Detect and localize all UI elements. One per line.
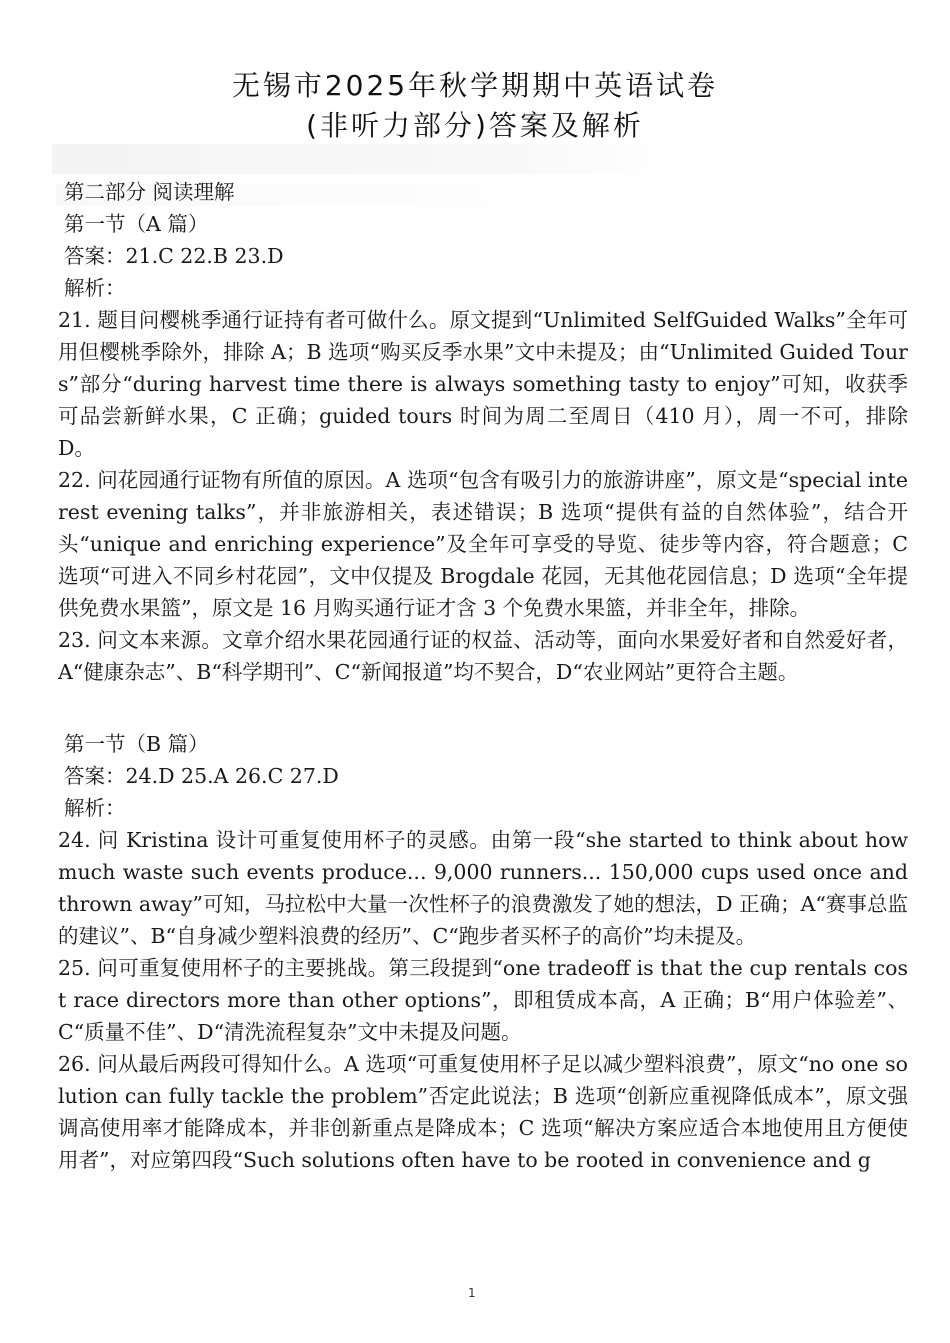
scan-shading (52, 144, 686, 174)
part-b-heading: 第一节（B 篇） (64, 732, 209, 756)
section-heading: 第二部分 阅读理解 (64, 180, 235, 204)
part-a-answers: 答案：21.C 22.B 23.D (64, 244, 284, 268)
part-a-analysis-label: 解析： (64, 276, 126, 300)
analysis-item-26: 26. 问从最后两段可得知什么。A 选项“可重复使用杯子足以减少塑料浪费”，原文“no one solution can fully tackle the problem”否定此说法；B 选项“创新应重视降低成本”，原文强调高使用率才能降成本，并非创新重点是降成本；C 选项“解决方案应适合本地使用且方便使用者”，对应第四段“Such solutions often have to be rooted in convenience and g (58, 1052, 908, 1172)
title-line-1: 无锡市2025年秋学期期中英语试卷 (231, 69, 719, 102)
part-b-analysis-label: 解析： (64, 796, 126, 820)
section-gap (58, 688, 908, 728)
analysis-item-25: 25. 问可重复使用杯子的主要挑战。第三段提到“one tradeoff is that the cup rentals cost race directors more than other options”，即租赁成本高，A 正确；B“用户体验差”、C“质量不佳”、D“清洗流程复杂”文中未提及问题。 (58, 956, 908, 1044)
analysis-item-21: 21. 题目问樱桃季通行证持有者可做什么。原文提到“Unlimited SelfGuided Walks”全年可用但樱桃季除外，排除 A；B 选项“购买反季水果”文中未提及；由“Unlimited Guided Tours”部分“during harvest time there is always something tasty to enjoy”可知，收获季可品尝新鲜水果，C 正确；guided tours 时间为周二至周日（410 月），周一不可，排除 D。 (58, 308, 908, 460)
analysis-item-22: 22. 问花园通行证物有所值的原因。A 选项“包含有吸引力的旅游讲座”，原文是“special interest evening talks”，并非旅游相关，表述错误；B 选项“提供有益的自然体验”，结合开头“unique and enriching experience”及全年可享受的导览、徒步等内容，符合题意；C 选项“可进入不同乡村花园”，文中仅提及 Brogdale 花园，无其他花园信息；D 选项“全年提供免费水果篮”，原文是 16 月购买通行证才含 3 个免费水果篮，并非全年，排除。 (58, 468, 908, 620)
document-body (58, 176, 908, 1176)
document-title (0, 66, 950, 146)
page-number: 1 (468, 1286, 476, 1300)
part-b-answers: 答案：24.D 25.A 26.C 27.D (64, 764, 339, 788)
part-a-heading: 第一节（A 篇） (64, 212, 209, 236)
title-line-2: (非听力部分)答案及解析 (306, 109, 644, 142)
analysis-item-23: 23. 问文本来源。文章介绍水果花园通行证的权益、活动等，面向水果爱好者和自然爱好者，A“健康杂志”、B“科学期刊”、C“新闻报道”均不契合，D“农业网站”更符合主题。 (58, 628, 908, 684)
analysis-item-24: 24. 问 Kristina 设计可重复使用杯子的灵感。由第一段“she started to think about how much waste such events produce... 9,000 runners... 150,000 cups used once and thrown away”可知，马拉松中大量一次性杯子的浪费激发了她的想法，D 正确；A“赛事总监的建议”、B“自身减少塑料浪费的经历”、C“跑步者买杯子的高价”均未提及。 (58, 828, 908, 948)
